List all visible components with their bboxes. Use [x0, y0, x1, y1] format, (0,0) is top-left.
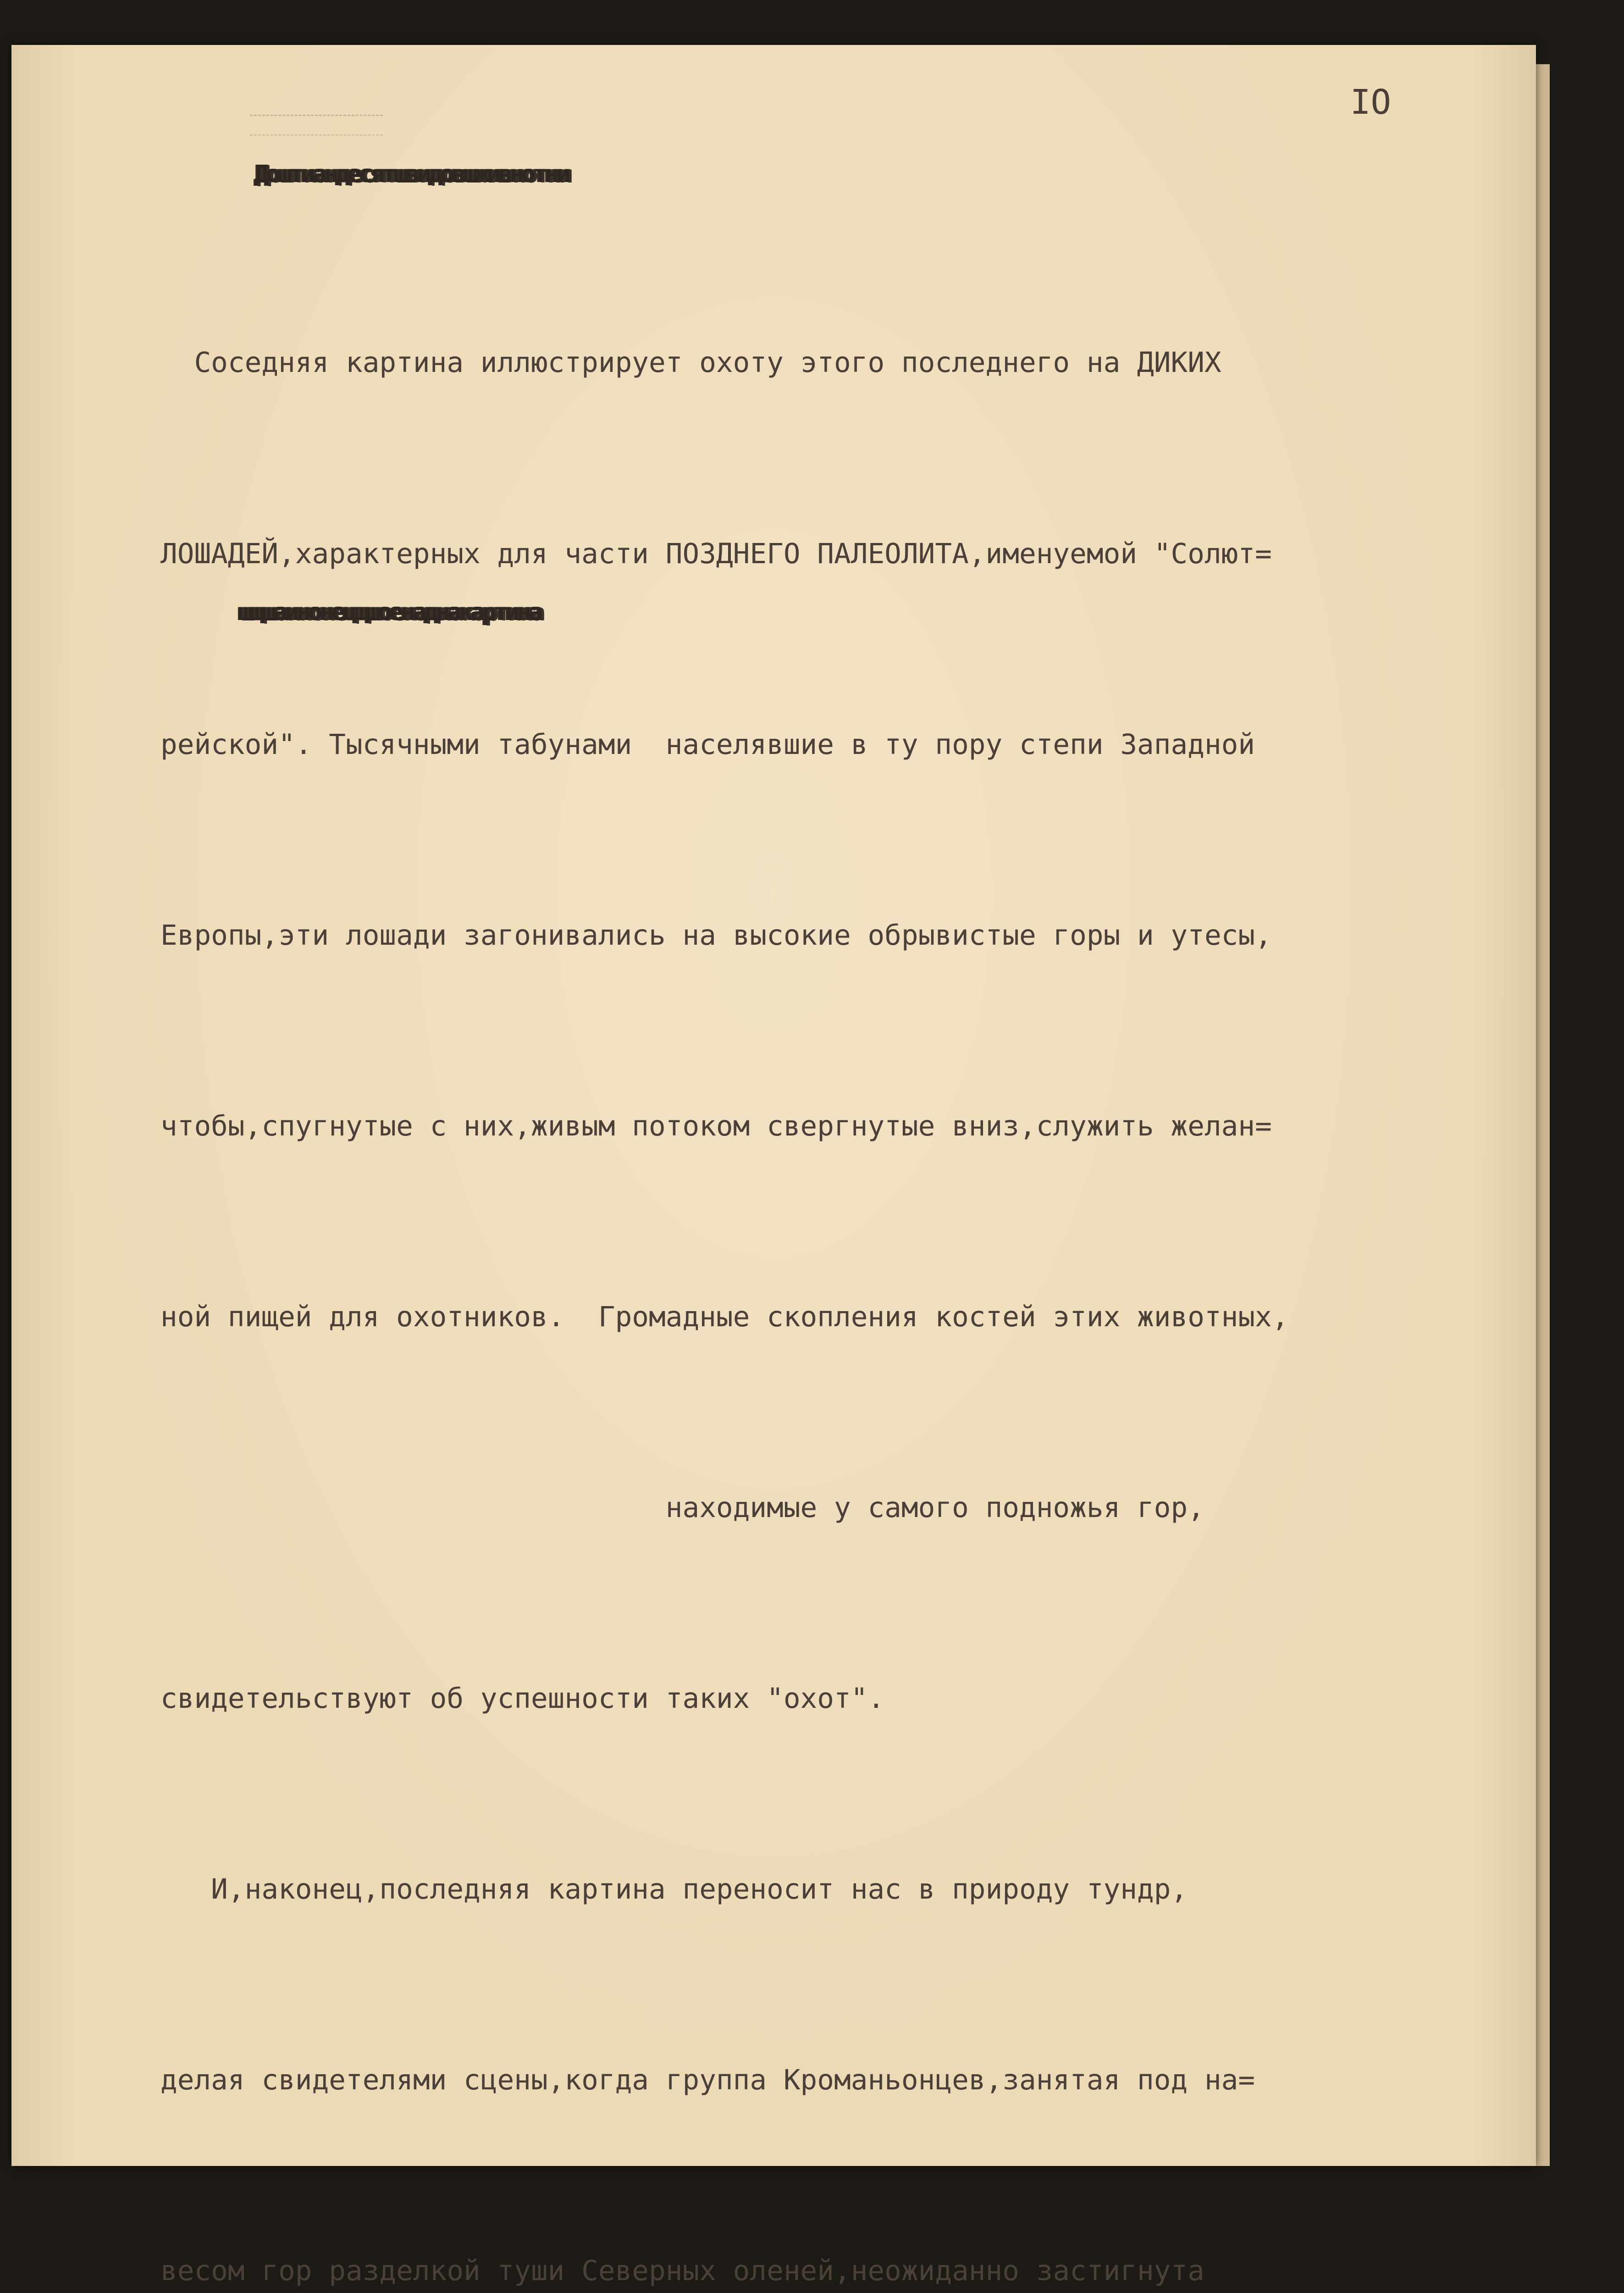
text-line: Соседняя картина иллюстрирует охоту этого последнего на ДИКИХ	[160, 346, 1221, 379]
text-line: находимые у самого подножья гор,	[160, 1491, 1204, 1524]
text-line: свидетельствуют об успешности таких "охот".	[160, 1682, 885, 1715]
text-line: И,наконец,последняя картина переносит нас в природу тундр,	[160, 1873, 1188, 1906]
page-number: IO	[1350, 83, 1392, 122]
struck-out-heading: Доштиандесятшвидовшживнотни	[254, 161, 568, 188]
text-line: весом гор разделкой туши Северных оленей,неожиданно застигнута	[160, 2254, 1204, 2287]
struck-out-fragment: шщшаинонецщшоенаднакартина	[238, 598, 540, 626]
text-line: чтобы,спугнутые с них,живым потоком свергнутые вниз,служить желан=	[160, 1109, 1272, 1142]
typed-body-text	[160, 204, 1527, 2293]
text-line: Европы,эти лошади загонивались на высокие обрывистые горы и утесы,	[160, 919, 1272, 952]
faint-typed-marks	[250, 115, 383, 136]
text-line: ЛОШАДЕЙ,характерных для части ПОЗДНЕГО ПАЛЕОЛИТА,именуемой "Солют=	[160, 537, 1272, 570]
text-line: рейской". Тысячными табунами населявшие в ту пору степи Западной	[160, 728, 1255, 761]
text-line: ной пищей для охотников. Громадные скопления костей этих животных,	[160, 1300, 1289, 1333]
text-line: делая свидетелями сцены,когда группа Кроманьонцев,занятая под на=	[160, 2064, 1255, 2097]
